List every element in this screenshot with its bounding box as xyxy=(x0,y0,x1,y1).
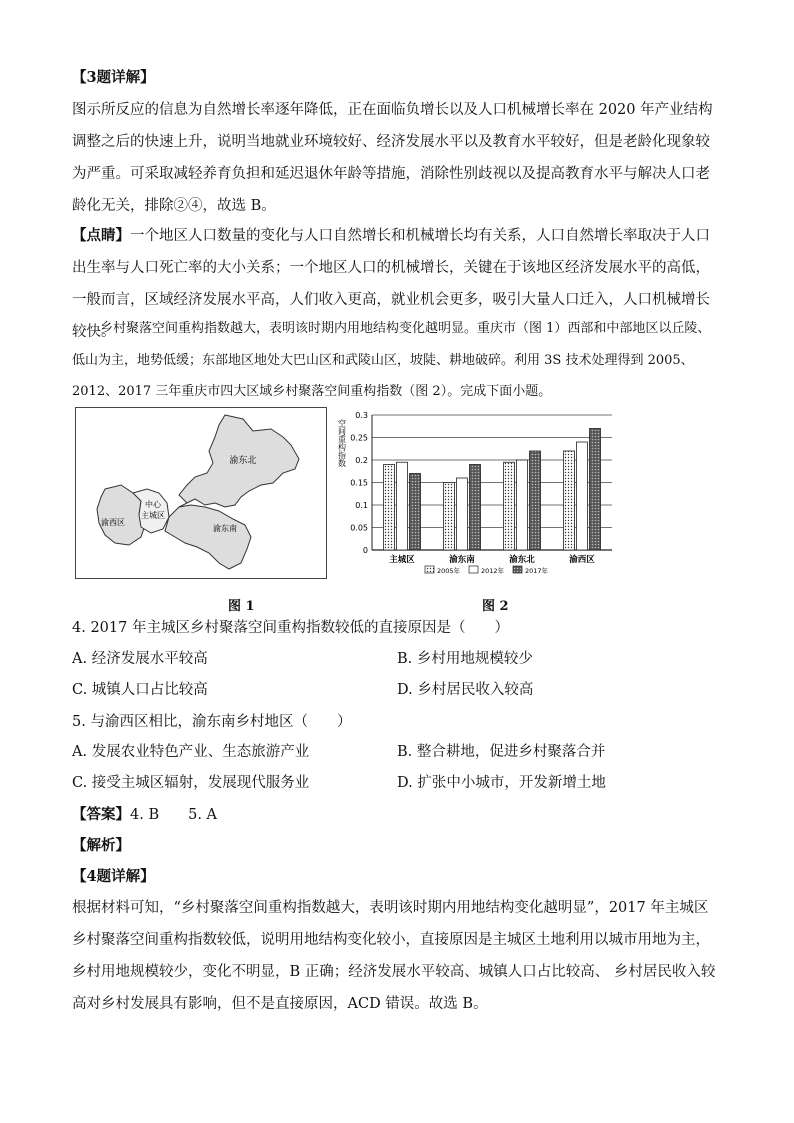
q4detail-body: 根据材料可知，“乡村聚落空间重构指数越大，表明该时期内用地结构变化越明显”，2017 年主城区乡村聚落空间重构指数较低，说明用地结构变化较小，直接原因是主城区土地利用以城市用地为主，乡村用地规模较少，变化不明显，B 正确；经济发展水平较高、城镇人口占比较高、 乡村居民收入较高对乡村发展具有影响，但不是直接原因，ACD 错误。故选 B。 xyxy=(72,900,716,1012)
figure-1-caption: 图 1 xyxy=(228,599,255,614)
bar xyxy=(410,474,421,551)
q5-stem: 5. 与渝西区相比，渝东南乡村地区（ ） xyxy=(72,714,352,730)
legend-swatch xyxy=(469,566,478,573)
bar xyxy=(517,460,528,550)
q4-option-c[interactable]: C. 城镇人口占比较高 xyxy=(72,682,208,698)
figure-2-caption: 图 2 xyxy=(482,599,509,614)
q5-option-b[interactable]: B. 整合耕地，促进乡村聚落合并 xyxy=(397,744,606,760)
x-tick-label: 渝西区 xyxy=(569,555,595,565)
bar xyxy=(457,478,468,550)
chongqing-map xyxy=(75,407,327,579)
tip-label: 【点睛】 xyxy=(72,227,130,244)
bar xyxy=(590,429,601,551)
x-tick-label: 主城区 xyxy=(389,555,415,565)
x-tick-label: 渝东北 xyxy=(509,555,535,565)
q3-body: 图示所反应的信息为自然增长率逐年降低，正在面临负增长以及人口机械增长率在 2020 年产业结构调整之后的快速上升，说明当地就业环境较好、经济发展水平以及教育水平较好，但是老龄化现象较为严重。可采取减轻养育负担和延迟退休年龄等措施，消除性别歧视以及提高教育水平与解决人口老龄化无关，排除②④，故选 B。 xyxy=(72,102,713,214)
map-label-yudongbei: 渝东北 xyxy=(229,456,257,466)
x-tick-label: 渝东南 xyxy=(449,555,475,565)
legend-swatch xyxy=(513,566,522,573)
q4detail-heading: 【4题详解】 xyxy=(72,868,155,885)
bar xyxy=(444,483,455,551)
q4-option-b[interactable]: B. 乡村用地规模较少 xyxy=(397,651,533,667)
y-tick-label: 0.1 xyxy=(355,501,368,510)
legend-label: 2005年 xyxy=(437,567,461,575)
y-tick-label: 0.15 xyxy=(350,478,368,488)
bar-chart xyxy=(330,405,620,580)
y-tick-label: 0.2 xyxy=(355,456,368,465)
q4-stem: 4. 2017 年主城区乡村聚落空间重构指数较低的直接原因是（ ） xyxy=(72,620,509,636)
bar xyxy=(564,451,575,550)
y-tick-label: 0.25 xyxy=(350,433,368,443)
map-label-yuxi: 渝西区 xyxy=(101,518,125,527)
y-tick-label: 0.05 xyxy=(350,523,368,533)
q5-option-d[interactable]: D. 扩张中小城市，开发新增土地 xyxy=(397,775,606,791)
map-label-zhongxin-2: 主城区 xyxy=(141,511,165,520)
legend-swatch xyxy=(425,566,434,573)
legend-label: 2017年 xyxy=(525,567,549,575)
bar xyxy=(504,462,515,550)
q3-heading: 【3题详解】 xyxy=(72,69,155,86)
answer-label: 【答案】 xyxy=(72,806,130,823)
q4-option-a[interactable]: A. 经济发展水平较高 xyxy=(72,651,208,667)
analysis-label: 【解析】 xyxy=(72,837,130,854)
bar xyxy=(470,465,481,551)
map-label-yudongnan: 渝东南 xyxy=(213,524,237,533)
q5-option-a[interactable]: A. 发展农业特色产业、生态旅游产业 xyxy=(72,744,310,760)
answer-line xyxy=(72,799,722,831)
y-axis-label: 空间重构指数 xyxy=(337,419,347,467)
tip-body: 一个地区人口数量的变化与人口自然增长和机械增长均有关系，人口自然增长率取决于人口出生率与人口死亡率的大小关系；一个地区人口的机械增长，关键在于该地区经济发展水平的高低，一般而言，区域经济发展水平高，人们收入更高，就业机会更多，吸引大量人口迁入，人口机械增长较快。 xyxy=(72,228,710,340)
material-text: 乡村聚落空间重构指数越大，表明该时期内用地结构变化越明显。重庆市（图 1）西部和中部地区以丘陵、低山为主，地势低缓；东部地区地处大巴山区和武陵山区，坡陡、耕地破碎。利用 3S 技术处理得到 2005、2012、2017 三年重庆市四大区域乡村聚落空间重构指数（图 2）。完成下面小题。 xyxy=(72,321,711,399)
bar xyxy=(530,451,541,550)
answer-value: 4. B 5. A xyxy=(130,807,218,823)
bar xyxy=(384,465,395,551)
bar xyxy=(577,442,588,550)
y-tick-label: 0 xyxy=(362,546,368,555)
bar xyxy=(397,462,408,550)
q4-option-d[interactable]: D. 乡村居民收入较高 xyxy=(397,682,534,698)
y-tick-label: 0.3 xyxy=(355,411,368,420)
q5-option-c[interactable]: C. 接受主城区辐射，发展现代服务业 xyxy=(72,775,310,791)
map-label-zhongxin-1: 中心 xyxy=(145,500,161,509)
legend-label: 2012年 xyxy=(481,567,505,575)
